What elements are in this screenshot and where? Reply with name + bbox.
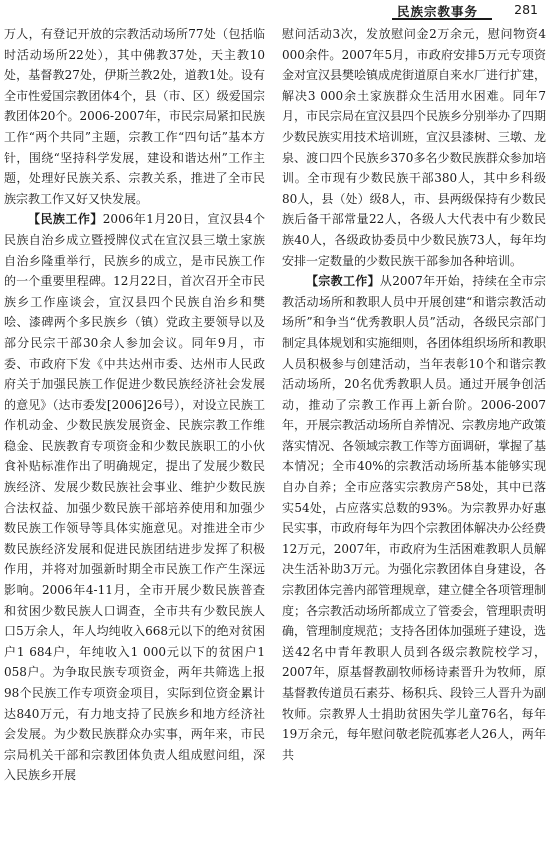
section-heading: 【民族工作】 [28,212,103,227]
header-rule [392,18,492,20]
paragraph [4,209,265,786]
paragraph-text: 慰问活动3次，发放慰问金2万余元，慰问物资4 000余件。2007年5月，市政府安排5万元专项资金对宣汉县樊哙镇成虎街道原自来水厂进行扩建，解决3 000余土家族群众生活用水困难。同年7月，市民宗局在宣汉县四个民族乡分别举办了四期少数民族实用技术培训班，宣汉县漆树、三墩、龙泉、渡口四个民族乡370多名少数民族群众参加培训。全市现有少数民族干部380人，其中乡科级80人，县（处）级8人，市、县两级保持有少数民族后备干部常量22人，各级人大代表中有少数民族40人，各级政协委员中少数民族73人，每年均安排一定数量的少数民族干部参加各种培训。 [282,27,546,268]
paragraph [4,24,265,209]
section-heading: 【宗教工作】 [306,274,380,289]
paragraph [282,271,546,765]
running-header [0,2,550,20]
section-title: 民族宗教事务 [396,4,478,19]
paragraph-text: 从2007年开始，持续在全市宗教活动场所和教职人员中开展创建“和谐宗教活动场所”和争当“优秀教职人员”活动，各级民宗部门制定具体规划和实施细则，各团体组织场所和教职人员积极参与创建活动，当年表彰10个和谐宗教活动场所，20名优秀教职人员。通过开展争创活动，推动了宗教工作再上新台阶。2006-2007年，开展宗教活动场所自养情况、宗教房地产政策落实情况、各领域宗教工作等方面调研，掌握了基本情况；全市40%的宗教活动场所基本能够实现自办自养；全市应落实宗教房产58处，其中已落实54处，占应落实总数的93%。为宗教界办好惠民实事，市政府每年为四个宗教团体解决办公经费12万元，2007年，市政府为生活困难教职人员解决生活补助3万元。为强化宗教团体自身建设，各宗教团体完善内部管理规章，建立健全各项管理制度；各宗教活动场所都成立了管委会，管理职责明确，管理制度规范；支持各团体加强班子建设，选送42名中青年教职人员到各级宗教院校学习，2007年，原基督教副牧师杨诗素晋升为牧师，原基督教传道员石素芬、杨积兵、段铃三人晋升为副牧师。宗教界人士捐助贫困失学儿童76名，每年19万余元，每年慰问敬老院孤寡老人26人，两年共 [282,274,546,762]
paragraph-text: 2006年1月20日，宣汉县4个民族自治乡成立暨授牌仪式在宣汉县三墩土家族自治乡隆重举行，民族乡的成立，是市民族工作的一个重要里程碑。12月22日，首次召开全市民族乡工作座谈会，宣汉县四个民族自治乡和樊哙、漆碑两个多民族乡（镇）党政主要领导以及部分民宗干部30余人参加会议。同年9月，市委、市政府下发《中共达州市委、达州市人民政府关于加强民族工作促进少数民族经济社会发展的意见》（达市委发[2006]26号），对设立民族工作机动金、少数民族发展资金、民族宗教工作维稳金、民族教育专项资金和少数民族职工的小伙食补贴标准作出了明确规定，提出了发展少数民族经济、发展少数民族社会事业、维护少数民族合法权益、加强少数民族干部培养使用和加强少数民族工作领导等具体实施意见。对推进全市少数民族经济发展和促进民族团结进步发挥了积极作用，并将对加强新时期全市民族工作产生深远影响。2006年4-11月，全市开展少数民族普查和贫困少数民族人口调查，全市共有少数民族人口5万余人，年人均纯收入668元以下的绝对贫困户1 684户，年纯收入1 000元以下的贫困户1 058户。为争取民族专项资金，两年共筛选上报98个民族工作专项资金项目，实际到位资金累计达840万元，有力地支持了民族乡和地方经济社会发展。为少数民族群众办实事，两年来，市民宗局机关干部和宗教团体负责人组成慰问组，深入民族乡开展 [4,212,265,783]
page-number: 281 [514,2,538,17]
left-column [4,24,265,839]
right-column [282,24,546,839]
paragraph-text: 万人，有登记开放的宗教活动场所77处（包括临时活动场所22处），其中佛教37处，天主教10处，基督教27处，伊斯兰教2处，道教1处。设有全市性爱国宗教团体4个，县（市、区）级爱国宗教团体20个。2006-2007年，市民宗局紧扣民族工作“两个共同”主题，宗教工作“四句话”基本方针，围绕“坚持科学发展，建设和谐达州”工作主题，处理好民族关系、宗教关系，推进了全市民族宗教工作又好又快发展。 [4,27,265,206]
paragraph [282,24,546,271]
